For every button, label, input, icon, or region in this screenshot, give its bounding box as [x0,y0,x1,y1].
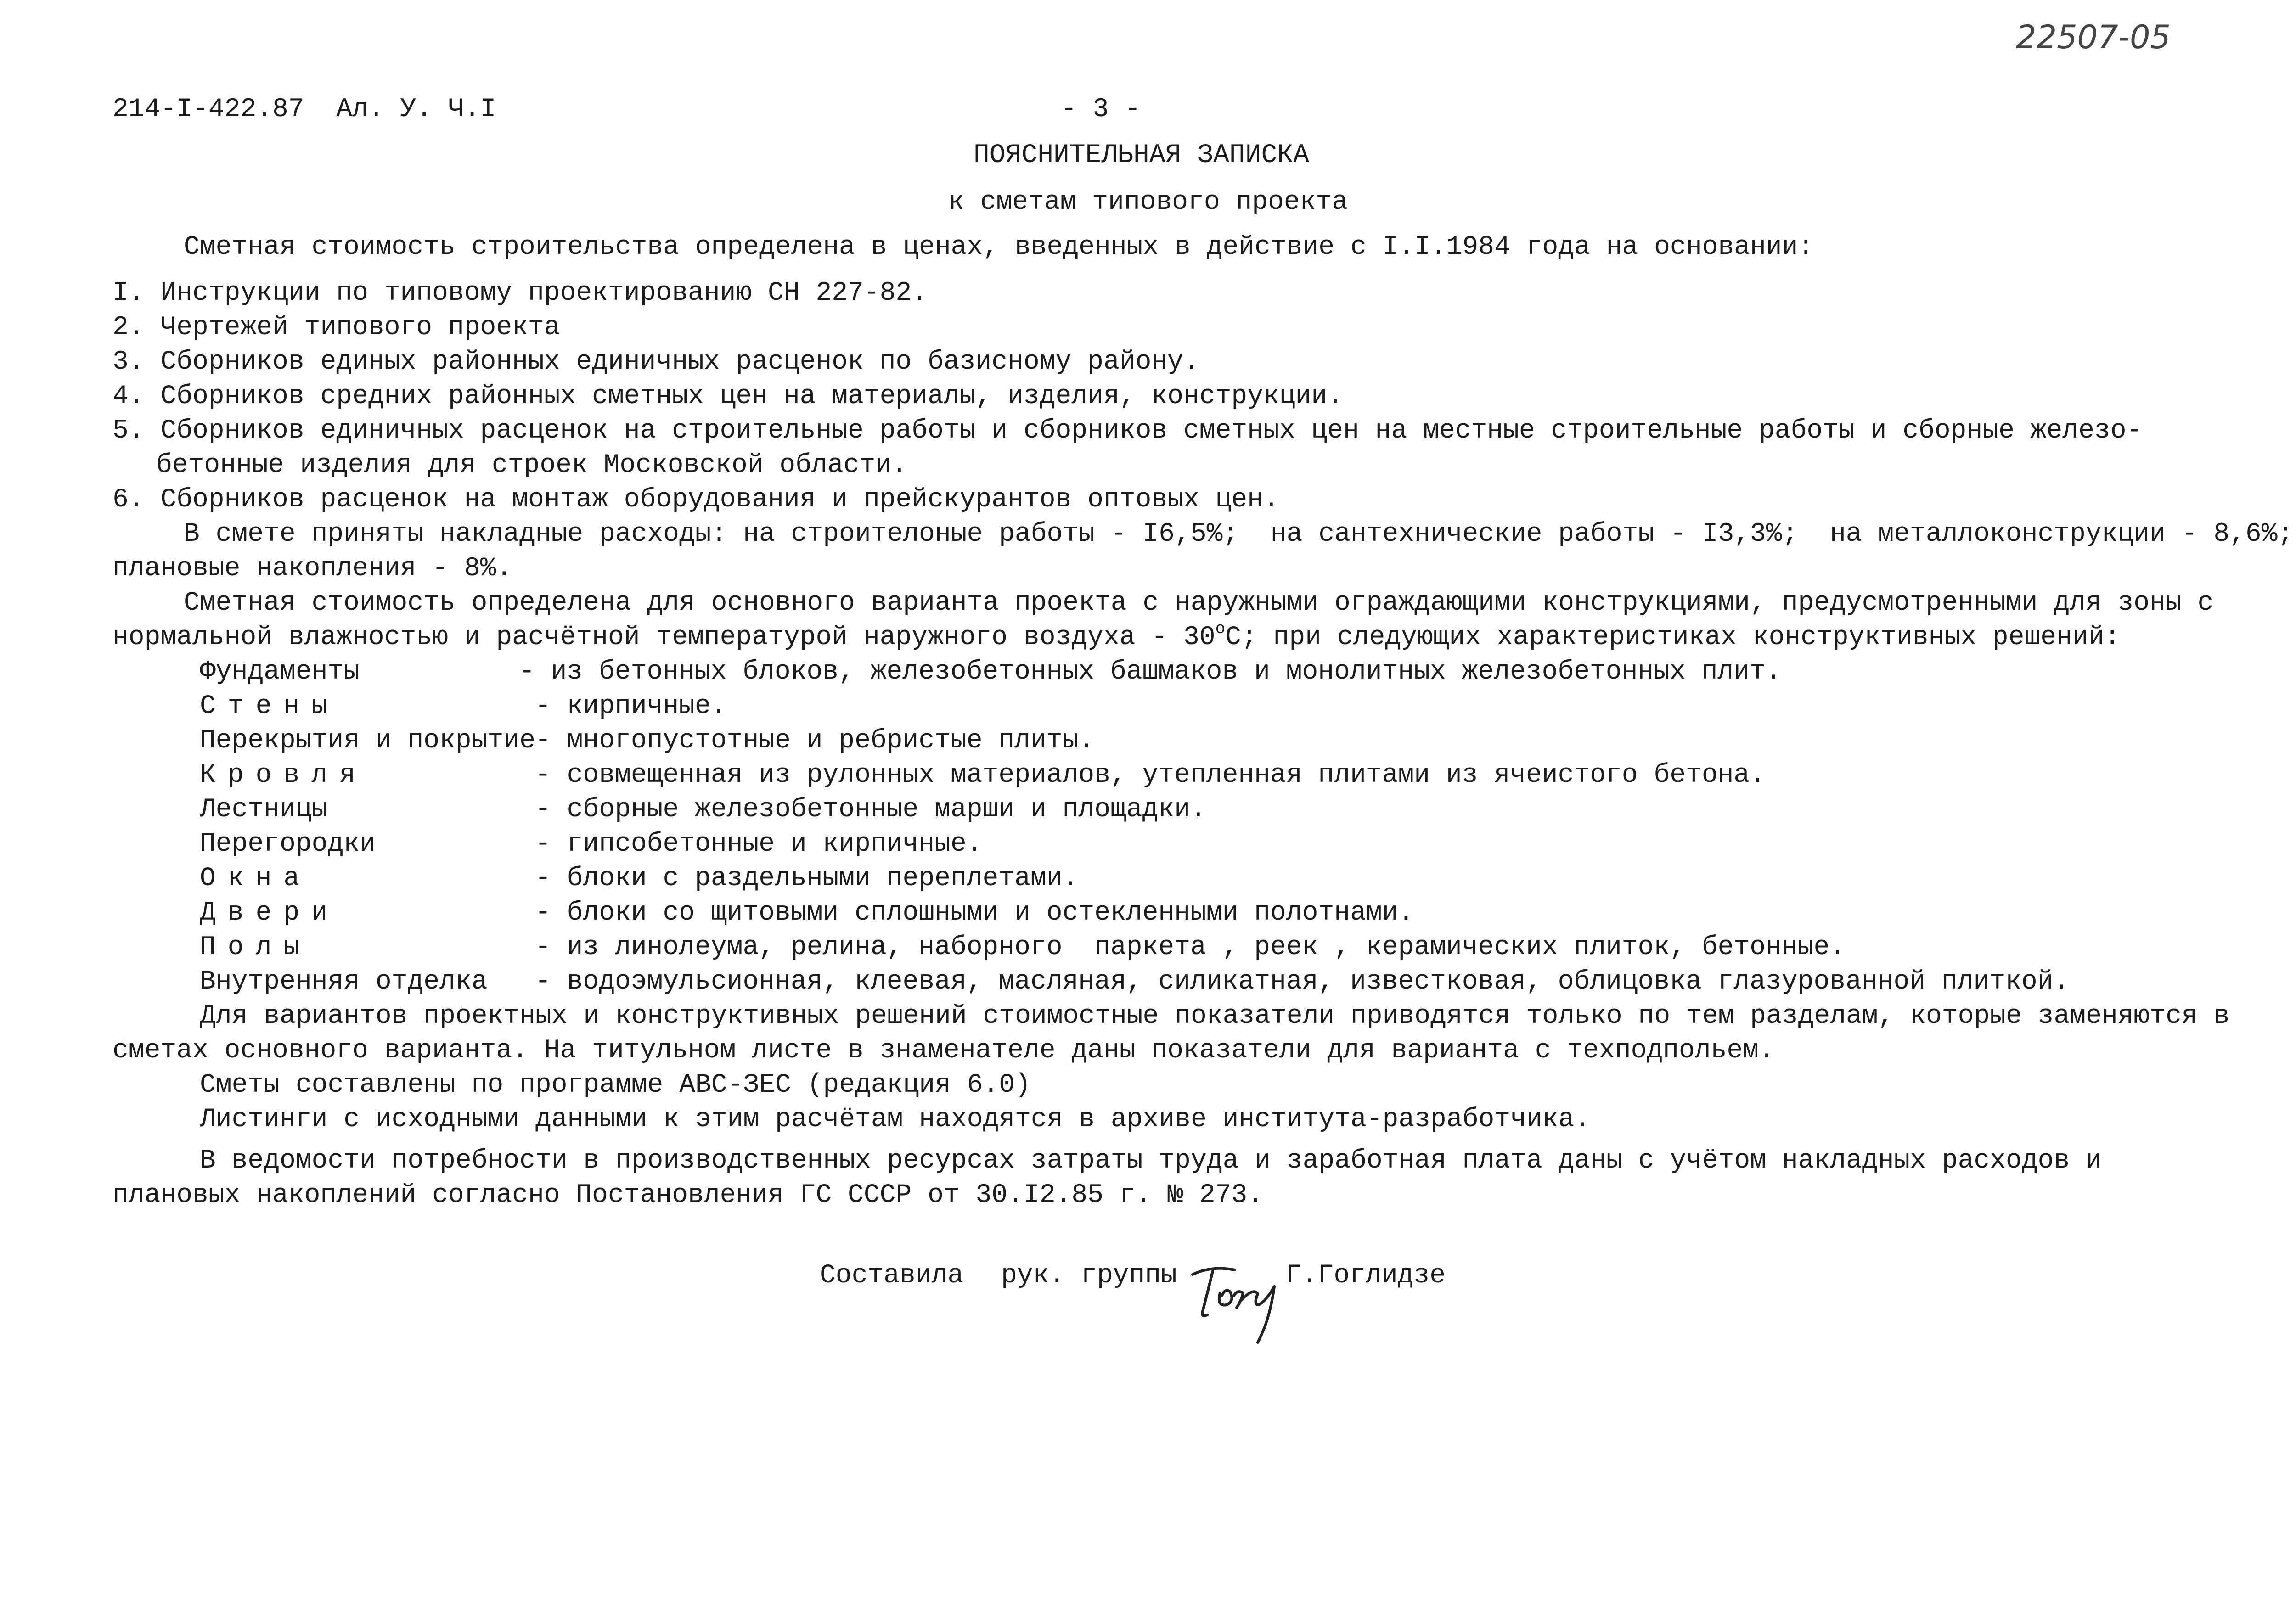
overheads-paragraph: В смете приняты накладные расходы: на строителоные работы - I6,5%; на сантехнические работы - I3,3%; на металлоконструкции - 8,6%; [184,519,2294,549]
basis-text-before: нормальной влажностью и расчётной температурой наружного воздуха - 30 [113,623,1216,652]
signatory-name: Г.Гоглидзе [1286,1261,1446,1291]
list-item: I. Инструкции по типовому проектированию СН 227-82. [113,278,928,308]
characteristic-value: - гипсобетонные и кирпичные. [535,829,983,859]
characteristic-name: Фундаменты [200,657,360,687]
characteristic-name: Стены [200,691,340,721]
list-item: 6. Сборников расценок на монтаж оборудования и прейскурантов оптовых цен. [113,485,1279,515]
list-item: 2. Чертежей типового проекта [113,313,560,343]
basis-paragraph: Сметная стоимость определена для основного варианта проекта с наружными ограждающими конструкциями, предусмотренными для зоны с [184,588,2214,618]
basis-paragraph-cont [113,619,2121,652]
characteristic-value: - блоки с раздельными переплетами. [535,864,1079,893]
signatory-role: рук. группы [1001,1261,1177,1291]
characteristic-value: - кирпичные. [535,691,727,721]
characteristic-value: - блоки со щитовыми сплошными и остекленными полотнами. [535,898,1414,928]
signature-scribble [1184,1257,1290,1344]
prepared-by-label: Составила [820,1261,964,1291]
characteristic-value: - совмещенная из рулонных материалов, утепленная плитами из ячеистого бетона. [535,760,1766,790]
document-title: ПОЯСНИТЕЛЬНАЯ ЗАПИСКА [974,140,1309,170]
characteristic-name: Полы [200,932,312,962]
listings-note: Листинги с исходными данными к этим расчётам находятся в архиве института-разработчика. [200,1105,1591,1135]
document-code: 214-I-422.87 Ал. У. Ч.I [113,95,496,124]
list-item: 3. Сборников единых районных единичных расценок по базисному району. [113,347,1199,377]
variants-paragraph: Для вариантов проектных и конструктивных решений стоимостные показатели приводятся только по тем разделам, которые заменяются в [200,1001,2230,1031]
page-number: - 3 - [1061,95,1141,124]
program-note: Сметы составлены по программе АВС-ЗЕС (редакция 6.0) [200,1070,1031,1100]
characteristic-name: Лестницы [200,795,328,825]
characteristic-value: - водоэмульсионная, клеевая, масляная, силикатная, известковая, облицовка глазурованной плиткой. [535,967,2070,997]
characteristic-value: - многопустотные и ребристые плиты. [535,726,1095,756]
intro-paragraph: Сметная стоимость строительства определена в ценах, введенных в действие с I.I.1984 года на основании: [184,232,1814,262]
characteristic-value: - сборные железобетонные марши и площадки. [535,795,1206,825]
overheads-paragraph-cont: плановые накопления - 8%. [113,554,512,584]
list-item: 4. Сборников средних районных сметных цен на материалы, изделия, конструкции. [113,382,1344,411]
characteristic-value: - из бетонных блоков, железобетонных башмаков и монолитных железобетонных плит. [519,657,1782,687]
list-item: 5. Сборников единичных расценок на строительные работы и сборников сметных цен на местные строительные работы и сборные железо- [113,416,2143,446]
variants-paragraph-cont: сметах основного варианта. На титульном листе в знаменателе даны показатели для варианта с техподпольем. [113,1036,1775,1066]
characteristic-name: Кровля [200,760,367,790]
characteristic-name: Перекрытия и покрытие [200,726,535,756]
degree-superscript: о [1215,619,1226,638]
handwritten-signature [1176,1249,1290,1347]
characteristic-name: Двери [200,898,340,928]
characteristic-name: Внутренняя отделка [200,967,488,997]
list-item-continuation: бетонные изделия для строек Московской области. [156,450,907,480]
resources-paragraph: В ведомости потребности в производственных ресурсах затраты труда и заработная плата даны с учётом накладных расходов и [200,1146,2102,1176]
archive-stamp-number: 22507-05 [2016,18,2171,56]
document-subtitle: к сметам типового проекта [948,187,1348,217]
characteristic-name: Окна [200,864,312,893]
characteristic-name: Перегородки [200,829,376,859]
basis-text-after: С; при следующих характеристиках конструктивных решений: [1225,623,2121,652]
resources-paragraph-cont: плановых накоплений согласно Постановления ГС СССР от 30.I2.85 г. № 273. [113,1180,1264,1210]
characteristic-value: - из линолеума, релина, наборного паркета , реек , керамических плиток, бетонные. [535,932,1846,962]
